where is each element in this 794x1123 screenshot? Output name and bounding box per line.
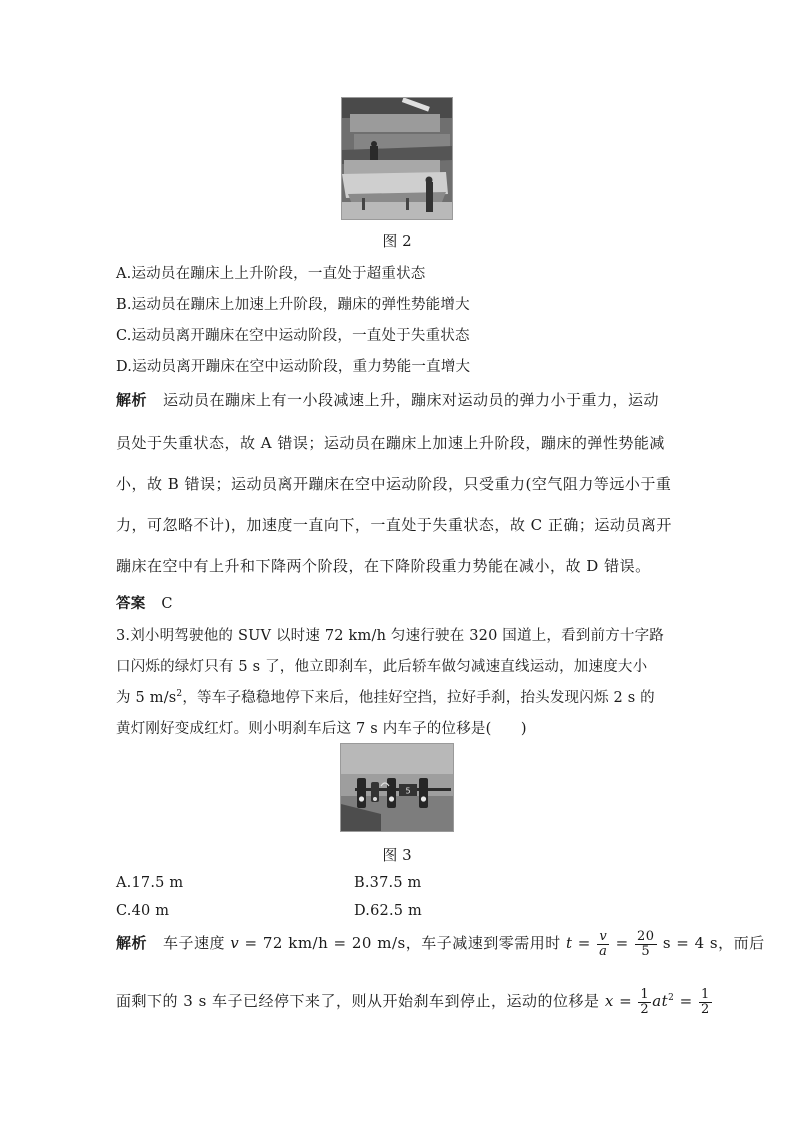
q2-solution-line5: 蹦床在空中有上升和下降两个阶段，在下降阶段重力势能在减小，故 D 错误。 xyxy=(116,557,651,575)
q2-solution-line2: 员处于失重状态，故 A 错误；运动员在蹦床上加速上升阶段，蹦床的弹性势能减 xyxy=(116,434,665,452)
equals-sign: = xyxy=(613,992,638,1011)
q2-solution-line1 xyxy=(116,389,659,410)
fraction-denominator: 5 xyxy=(641,943,651,959)
trampoline-photo-graphic xyxy=(342,98,452,219)
q3-solution-line2 xyxy=(116,988,713,1016)
q3-solution-label: 解析 xyxy=(116,934,148,953)
q3-solution-text-2: = 72 km/h = 20 m/s，车子减速到零需用时 xyxy=(239,934,566,953)
q2-answer-value: C xyxy=(161,596,173,612)
q2-option-d: D.运动员离开蹦床在空中运动阶段，重力势能一直增大 xyxy=(116,359,471,375)
q3-stem-sup: 2 xyxy=(176,689,183,700)
fraction-denominator: 2 xyxy=(701,1001,710,1017)
trampoline-photo xyxy=(341,97,453,220)
q3-solution-line1 xyxy=(116,930,765,958)
q2-solution-text-1: 运动员在蹦床上有一小段减速上升，蹦床对运动员的弹力小于重力，运动 xyxy=(163,391,660,409)
q3-solution-text-3: s = 4 s，而后 xyxy=(657,934,765,953)
fraction-denominator: a xyxy=(599,943,608,959)
fraction-one-half-2 xyxy=(699,988,712,1016)
fraction-v-over-a xyxy=(597,930,609,958)
q3-option-c: C.40 m xyxy=(116,903,170,919)
q2-solution-line3: 小，故 B 错误；运动员离开蹦床在空中运动阶段，只受重力(空气阻力等远小于重 xyxy=(116,475,672,493)
at-term: at xyxy=(652,992,669,1011)
fraction-one-half xyxy=(638,988,651,1016)
q2-option-a: A.运动员在蹦床上上升阶段，一直处于超重状态 xyxy=(116,266,426,282)
time-symbol: t xyxy=(565,934,573,953)
fraction-numerator: 20 xyxy=(637,929,655,944)
q2-answer xyxy=(116,592,173,613)
q3-solution-text-1: 车子速度 xyxy=(163,934,231,953)
q3-stem-line3 xyxy=(116,686,655,707)
q3-stem-line2: 口闪烁的绿灯只有 5 s 了，他立即刹车，此后轿车做匀减速直线运动，加速度大小 xyxy=(116,659,648,675)
fraction-denominator: 2 xyxy=(640,1001,650,1017)
square-exponent: 2 xyxy=(668,993,675,1004)
velocity-symbol: v xyxy=(230,934,240,953)
q3-solution-text-4: 面剩下的 3 s 车子已经停下来了，则从开始刹车到停止，运动的位移是 xyxy=(116,992,605,1011)
q2-option-b: B.运动员在蹦床上加速上升阶段，蹦床的弹性势能增大 xyxy=(116,297,470,313)
traffic-light-photo xyxy=(340,743,454,832)
q3-stem-line1: 3.刘小明驾驶他的 SUV 以时速 72 km/h 匀速行驶在 320 国道上，看到前方十字路 xyxy=(116,628,665,644)
q2-option-c: C.运动员离开蹦床在空中运动阶段，一直处于失重状态 xyxy=(116,328,470,344)
fraction-numerator: 1 xyxy=(701,987,710,1002)
q3-stem-line4: 黄灯刚好变成红灯。则小明刹车后这 7 s 内车子的位移是( ) xyxy=(116,721,527,737)
figure3-caption: 图 3 xyxy=(382,846,412,864)
equals-sign: = xyxy=(610,934,634,953)
q3-option-b: B.37.5 m xyxy=(354,875,422,891)
fraction-20-over-5 xyxy=(635,930,657,958)
q3-stem-line3b: ，等车子稳稳地停下来后，他挂好空挡，拉好手刹，抬头发现闪烁 2 s 的 xyxy=(182,690,655,706)
q3-option-a: A.17.5 m xyxy=(116,875,184,891)
displacement-symbol: x xyxy=(604,992,614,1011)
equals-sign: = xyxy=(674,992,699,1011)
equals-sign: = xyxy=(572,934,597,953)
svg-text:5: 5 xyxy=(405,786,411,796)
traffic-light-photo-graphic xyxy=(341,744,453,831)
fraction-numerator: 1 xyxy=(640,987,650,1002)
q2-solution-label: 解析 xyxy=(116,391,148,409)
q2-answer-label: 答案 xyxy=(116,596,146,612)
q2-solution-line4: 力，可忽略不计)，加速度一直向下，一直处于失重状态，故 C 正确；运动员离开 xyxy=(116,516,672,534)
q3-stem-line3a: 为 5 m/s xyxy=(116,690,177,706)
q3-option-d: D.62.5 m xyxy=(354,903,422,919)
figure2-caption: 图 2 xyxy=(382,232,412,250)
fraction-numerator: v xyxy=(597,930,609,945)
